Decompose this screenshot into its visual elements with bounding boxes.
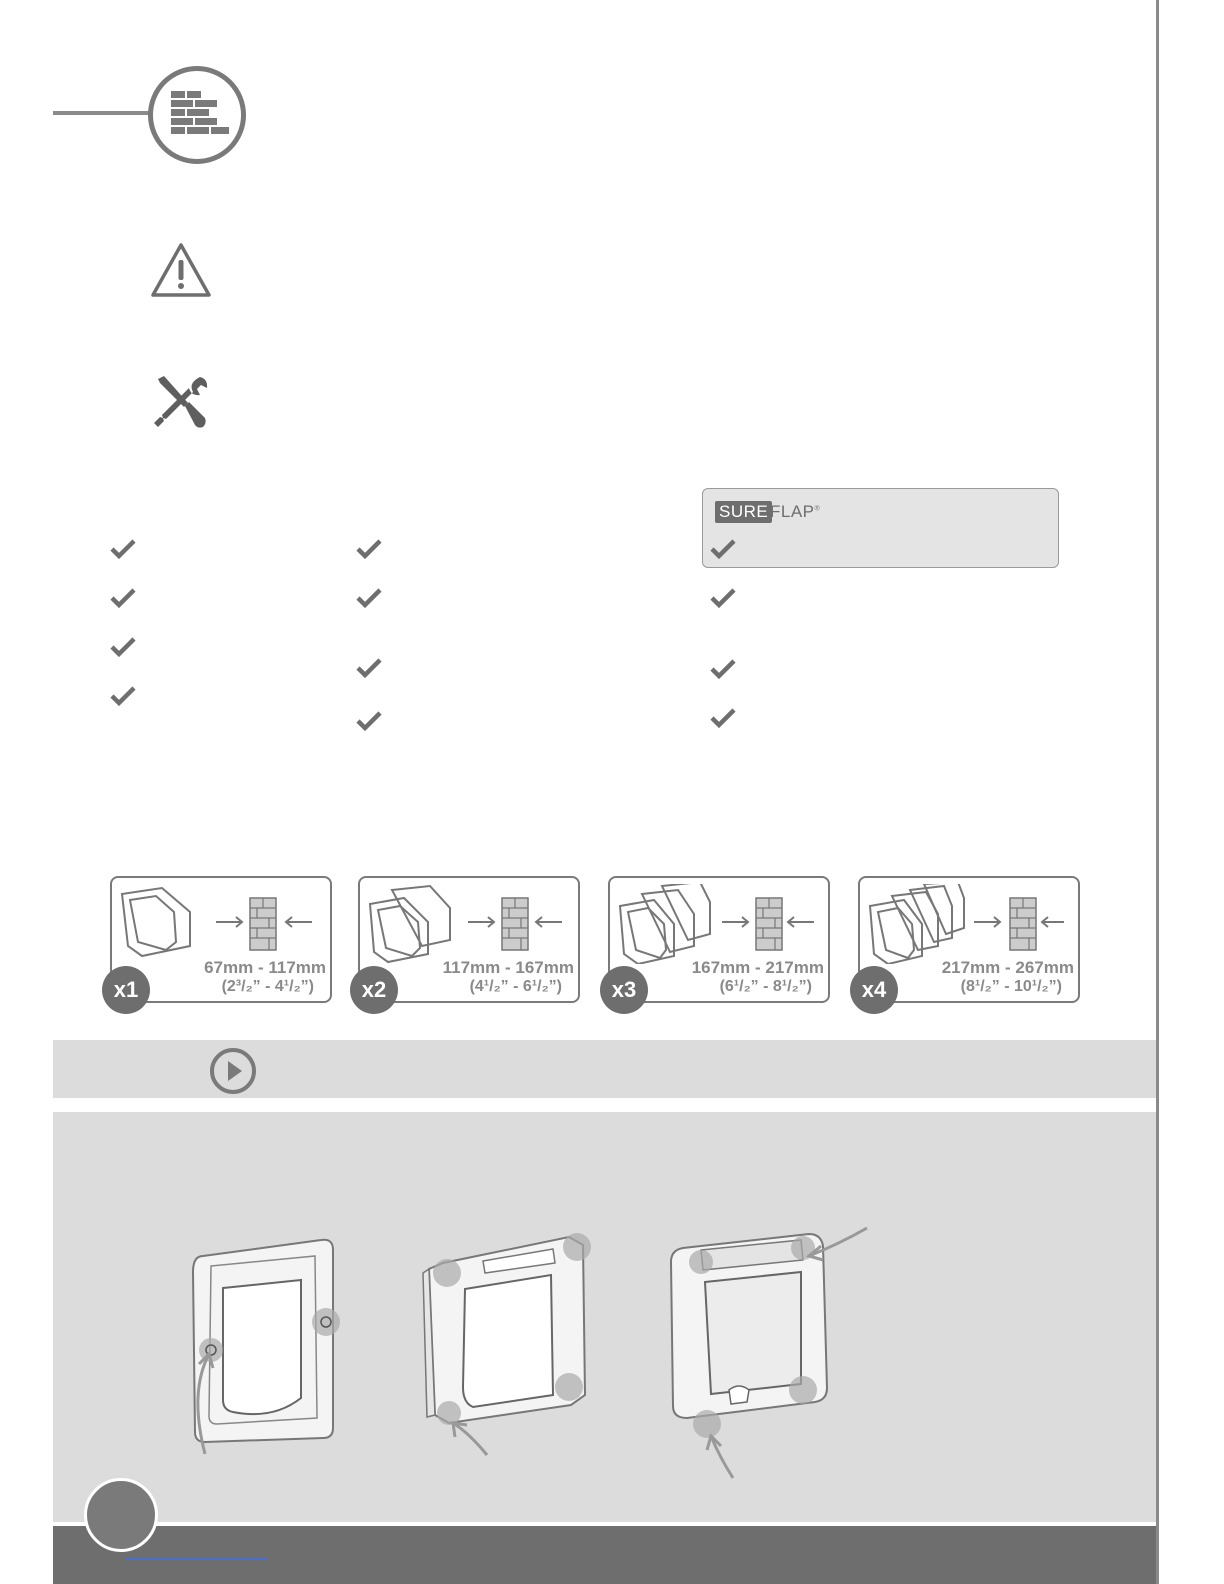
brick-wall-icon (148, 66, 246, 164)
tunnel-extension-illustration (864, 884, 1064, 964)
page-number-circle (84, 1478, 158, 1552)
pet-door-frame-illustration (663, 1222, 873, 1482)
tunnel-inch-range: (8¹/₂” - 10¹/₂”) (960, 978, 1062, 995)
pet-door-frame-illustration (183, 1232, 363, 1472)
sureflap-brand-box (702, 488, 1059, 568)
tools-icon (152, 373, 210, 436)
tunnel-extension-illustration (364, 884, 564, 964)
tunnel-extension-illustration (116, 884, 316, 964)
check-icon (710, 538, 736, 560)
brand-logo-flap: FLAP® (770, 502, 821, 521)
check-icon (110, 685, 136, 707)
footer-band (53, 1526, 1156, 1584)
check-icon (356, 657, 382, 679)
check-icon (110, 587, 136, 609)
tunnel-mm-range: 117mm - 167mm (442, 958, 574, 977)
check-icon (356, 587, 382, 609)
check-icon (356, 538, 382, 560)
tunnel-mm-range: 217mm - 267mm (941, 958, 1074, 977)
check-icon (710, 587, 736, 609)
tunnel-mm-range: 67mm - 117mm (204, 958, 326, 977)
tunnel-inch-range: (4¹/₂” - 6¹/₂”) (469, 978, 562, 995)
tunnel-mm-range: 167mm - 217mm (691, 958, 824, 977)
check-icon (710, 658, 736, 680)
brand-logo-sure: SURE (715, 501, 772, 523)
quantity-badge: x3 (600, 966, 648, 1014)
check-icon (110, 538, 136, 560)
play-icon[interactable] (209, 1047, 257, 1100)
check-icon (710, 707, 736, 729)
installation-illustration-panel (53, 1112, 1156, 1522)
warning-icon (150, 242, 212, 303)
tunnel-inch-range: (2³/₂” - 4¹/₂”) (221, 978, 314, 995)
quantity-badge: x2 (350, 966, 398, 1014)
tunnel-extension-illustration (614, 884, 814, 964)
check-icon (110, 636, 136, 658)
header-connector-line (53, 111, 150, 115)
quantity-badge: x4 (850, 966, 898, 1014)
tunnel-inch-range: (6¹/₂” - 8¹/₂”) (719, 978, 812, 995)
check-icon (356, 710, 382, 732)
right-margin-line (1156, 0, 1159, 1584)
pet-door-frame-illustration (413, 1227, 603, 1467)
quantity-badge: x1 (102, 966, 150, 1014)
hyperlink-underline[interactable] (125, 1558, 267, 1559)
